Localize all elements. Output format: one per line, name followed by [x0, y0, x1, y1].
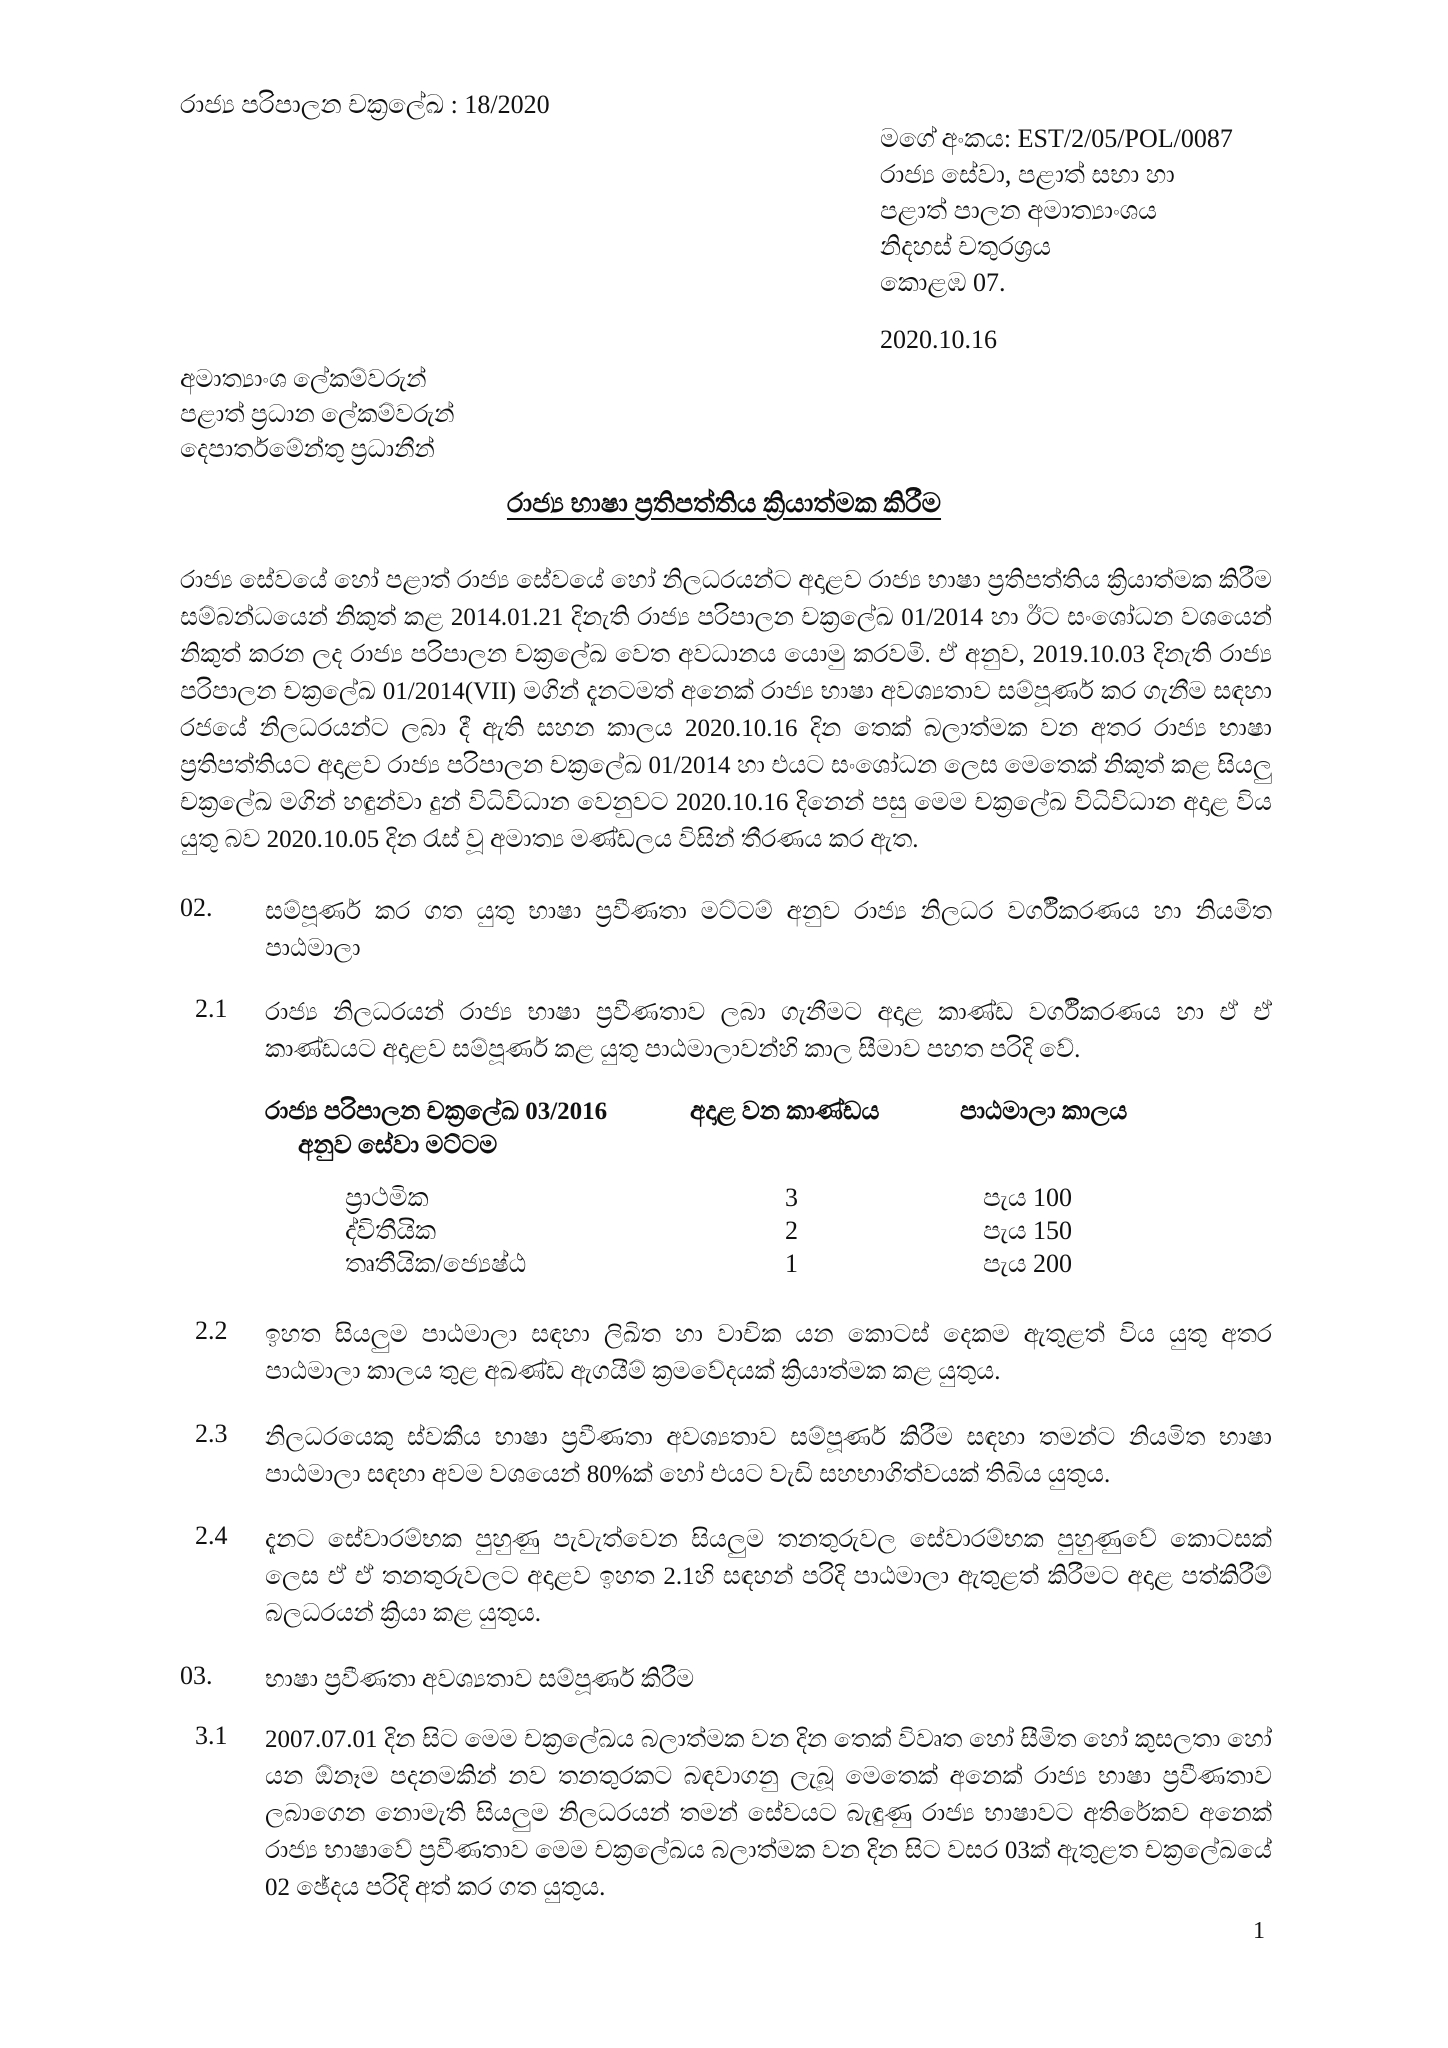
table-header-service-level-line1: රාජ්‍ය පරිපාලන චක්‍රලේඛ 03/2016: [265, 1098, 608, 1125]
recipient-1: අමාත්‍යාංශ ලේකම්වරුන්: [180, 366, 427, 393]
section-2-3-text: නිලධරයෙකු ස්වකීය භාෂා ප්‍රවීණතා අවශ්‍යතාව සම්පූර්ණ කිරීම සඳහා තමන්ට නියමිත භාෂා පාඨමාලා සඳහා අවම වශයෙන් 80%ක් හෝ එයට වැඩි සහභාගිත්වයක් තිබිය යුතුය.: [265, 1424, 1272, 1488]
section-3-1-number: 3.1: [195, 1721, 228, 1750]
my-reference-number: මගේ අංකය: EST/2/05/POL/0087: [880, 124, 1233, 153]
page-number: 1: [1253, 1918, 1265, 1944]
address-line-3: නිදහස් චතුරශ්‍රය: [880, 232, 1052, 261]
table-header-category: අදාළ වන කාණ්ඩය: [690, 1098, 880, 1125]
table-row-1-level: ප්‍රාථමික: [345, 1183, 429, 1212]
table-row-2-category: 2: [785, 1216, 798, 1245]
table-row-3-category: 1: [785, 1249, 798, 1278]
address-line-4: කොළඹ 07.: [880, 268, 1006, 297]
section-03-number: 03.: [180, 1661, 213, 1690]
address-line-2: පළාත් පාලන අමාත්‍යාංශය: [880, 196, 1157, 225]
section-02-number: 02.: [180, 893, 213, 922]
section-3-1-text: 2007.07.01 දින සිට මෙම චක්‍රලේඛය බලාත්මක වන දින තෙක් විවෘත හෝ සීමිත හෝ කුසලතා හෝ යන ඕනෑම පදනමකින් නව තනතුරකට බඳවාගනු ලැබූ මෙතෙක් අනෙක් රාජ්‍ය භාෂා ප්‍රවීණතාව ලබාගෙන නොමැති සියලුම නිලධරයන් තමන් සේවයට බැඳුණු රාජ්‍ය භාෂාවට අතිරේකව අනෙක් රාජ්‍ය භාෂාවේ ප්‍රවීණතාව මෙම චක්‍රලේඛය බලාත්මක වන දින සිට වසර 03ක් ඇතුළත චක්‍රලේඛයේ 02 ඡේදය පරිදි අත් කර ගත යුතුය.: [265, 1726, 1272, 1901]
section-2-3-number: 2.3: [195, 1419, 228, 1448]
table-row-1-category: 3: [785, 1183, 798, 1212]
table-header-service-level-line2: අනුව සේවා මට්ටම: [298, 1132, 498, 1159]
section-2-2-text: ඉහත සියලුම පාඨමාලා සඳහා ලිඛිත හා වාචික යන කොටස් දෙකම ඇතුළත් විය යුතු අතර පාඨමාලා කාලය තුළ අඛණ්ඩ ඇගයීම් ක්‍රමවේදයක් ක්‍රියාත්මක කළ යුතුය.: [265, 1321, 1272, 1385]
section-2-4-text: දැනට සේවාරම්භක පුහුණු පැවැත්වෙන සියලුම තනතුරුවල සේවාරම්භක පුහුණුවේ කොටසක් ලෙස ඒ ඒ තනතුරුවලට අදාළව ඉහත 2.1හි සඳහන් පරිදි පාඨමාලා ඇතුළත් කිරීමට අදාළ පත්කිරීම් බලධරයන් ක්‍රියා කළ යුතුය.: [265, 1526, 1272, 1627]
document-title: රාජ්‍ය භාෂා ප්‍රතිපත්තිය ක්‍රියාත්මක කිරීම: [506, 488, 942, 518]
section-03-text: භාෂා ප්‍රවීණතා අවශ්‍යතාව සම්පූර්ණ කිරීම: [265, 1666, 695, 1693]
recipient-2: පළාත් ප්‍රධාන ලේකම්වරුන්: [180, 401, 455, 428]
circular-reference: රාජ්‍ය පරිපාලන චක්‍රලේඛ : 18/2020: [180, 90, 550, 119]
section-2-4-number: 2.4: [195, 1521, 228, 1550]
table-row-1-duration: පැය 100: [983, 1183, 1073, 1212]
section-02-text: සම්පූර්ණ කර ගත යුතු භාෂා ප්‍රවීණතා මට්ටම් අනුව රාජ්‍ය නිලධර වර්ගීකරණය හා නියමිත පාඨමාලා: [265, 898, 1272, 962]
intro-paragraph: රාජ්‍ය සේවයේ හෝ පළාත් රාජ්‍ය සේවයේ හෝ නිලධරයන්ට අදාළව රාජ්‍ය භාෂා ප්‍රතිපත්තිය ක්‍රියාත්මක කිරීම සම්බන්ධයෙන් නිකුත් කළ 2014.01.21 දිනැති රාජ්‍ය පරිපාලන චක්‍රලේඛ 01/2014 හා ඊට සංශෝධන වශයෙන් නිකුත් කරන ලද රාජ්‍ය පරිපාලන චක්‍රලේඛ වෙත අවධානය යොමු කරවමි. ඒ අනුව, 2019.10.03 දිනැති රාජ්‍ය පරිපාලන චක්‍රලේඛ 01/2014(VII) මගින් දැනටමත් අනෙක් රාජ්‍ය භාෂා අවශ්‍යතාව සම්පූර්ණ කර ගැනීම සඳහා රජයේ නිලධරයන්ට ලබා දී ඇති සහන කාලය 2020.10.16 දින තෙක් බලාත්මක වන අතර රාජ්‍ය භාෂා ප්‍රතිපත්තියට අදාළව රාජ්‍ය පරිපාලන චක්‍රලේඛ 01/2014 හා එයට සංශෝධන ලෙස මෙතෙක් නිකුත් කළ සියලු චක්‍රලේඛ මගින් හඳුන්වා දුන් විධිවිධාන වෙනුවට 2020.10.16 දිනෙන් පසු මෙම චක්‍රලේඛ විධිවිධාන අදාළ විය යුතු බව 2020.10.05 දින රැස් වූ අමාත්‍ය මණ්ඩලය විසින් තීරණය කර ඇත.: [180, 567, 1272, 853]
table-header-course-duration: පාඨමාලා කාලය: [960, 1098, 1128, 1125]
recipient-3: දෙපාර්තමේන්තු ප්‍රධානීන්: [180, 436, 435, 463]
table-row-3-duration: පැය 200: [983, 1249, 1073, 1278]
section-2-1-number: 2.1: [195, 994, 228, 1023]
address-line-1: රාජ්‍ය සේවා, පළාත් සභා හා: [880, 160, 1175, 189]
section-2-1-text: රාජ්‍ය නිලධරයන් රාජ්‍ය භාෂා ප්‍රවීණතාව ලබා ගැනීමට අදාළ කාණ්ඩ වර්ගීකරණය හා ඒ ඒ කාණ්ඩයට අදාළව සම්පූර්ණ කළ යුතු පාඨමාලාවන්හි කාල සීමාව පහත පරිදි වේ.: [265, 999, 1272, 1063]
table-row-3-level: තෘතීයික/ජ්‍යෙෂ්ඨ: [345, 1249, 527, 1278]
table-row-2-level: ද්විතීයික: [345, 1216, 437, 1245]
section-2-2-number: 2.2: [195, 1316, 228, 1345]
document-date: 2020.10.16: [880, 325, 997, 354]
table-row-2-duration: පැය 150: [983, 1216, 1073, 1245]
